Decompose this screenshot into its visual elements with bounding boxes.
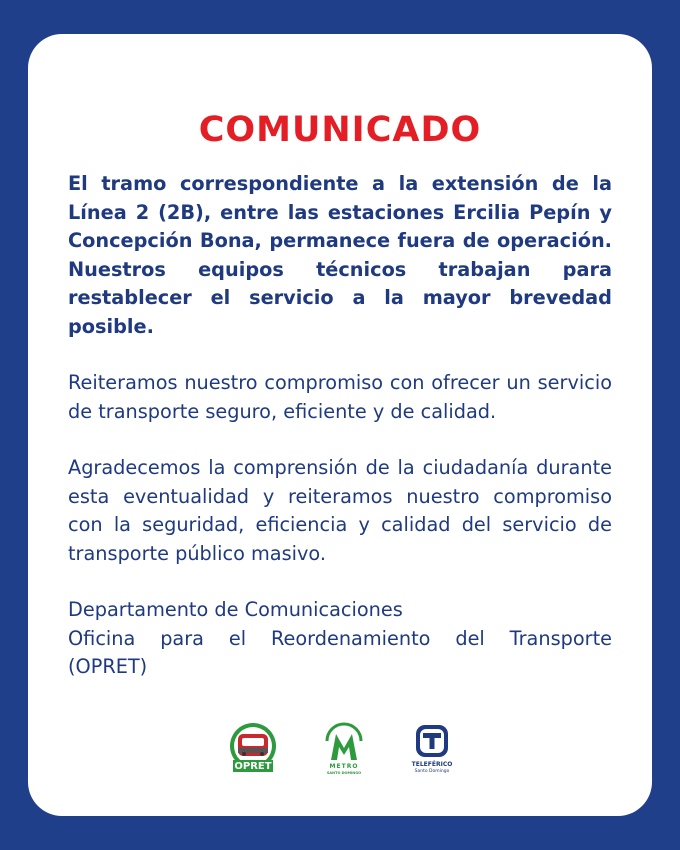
signature-acronym: (OPRET) [68, 655, 148, 678]
signature-office: Oficina para el Reordenamiento del Transporte [68, 626, 612, 650]
teleferico-logo [410, 722, 454, 776]
teleferico-logo-text: TELEFÉRICO [411, 761, 453, 768]
paragraph-announcement: El tramo correspondiente a la extensión de la Línea 2 (2B), entre las estaciones Ercilia Pepín y Concepción Bona, permanece fuera de operación. Nuestros equipos técnicos trabajan para restablecer el servicio a la mayor brevedad posible. [68, 172, 612, 338]
metro-m-icon [324, 722, 364, 764]
opret-logo-text: OPRET [234, 761, 272, 772]
signature-block [68, 596, 612, 682]
teleferico-logo-subtext: Santo Domingo [414, 769, 450, 774]
communique-card [28, 34, 652, 816]
metro-logo [324, 722, 364, 778]
metro-logo-subtext: SANTO DOMINGO [326, 771, 362, 775]
metro-logo-text: METRO [329, 763, 359, 770]
page-title: COMUNICADO [198, 110, 482, 150]
opret-logo [224, 722, 282, 776]
paragraph-thanks: Agradecemos la comprensión de la ciudadanía durante esta eventualidad y reiteramos nuestro compromiso con la seguridad, eficiencia y calidad del servicio de transporte público masivo. [68, 456, 612, 565]
teleferico-t-icon [410, 722, 454, 760]
signature-department: Departamento de Comunicaciones [68, 598, 403, 621]
paragraph-commitment: Reiteramos nuestro compromiso con ofrecer un servicio de transporte seguro, eficiente y de calidad. [68, 371, 612, 423]
logos-row [28, 722, 652, 782]
